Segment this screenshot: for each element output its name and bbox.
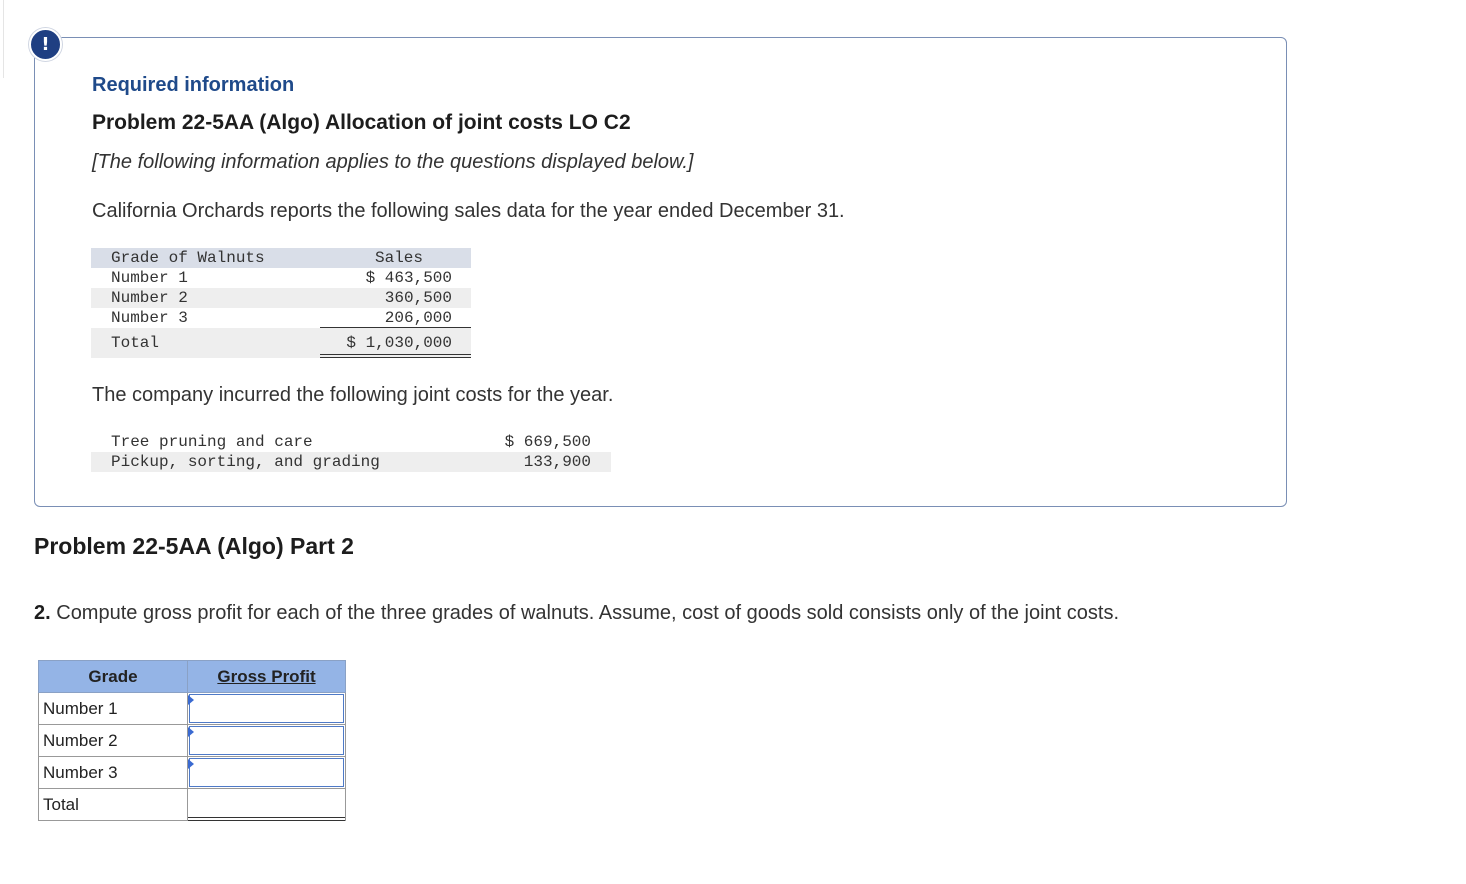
total-label: Total (39, 789, 188, 821)
joint-cost-value: $ 669,500 (504, 433, 591, 451)
gross-profit-cell (188, 725, 346, 757)
gross-profit-column-header[interactable]: Gross Profit (188, 661, 346, 693)
sales-row-value: $ 463,500 (365, 269, 452, 287)
gross-profit-cell (188, 757, 346, 789)
problem-title: Problem 22-5AA (Algo) Allocation of joint costs LO C2 (92, 111, 631, 134)
grade-label: Number 2 (39, 725, 188, 757)
grade-column-header: Grade (39, 661, 188, 693)
gross-profit-input[interactable] (189, 726, 344, 755)
sales-total-label: Total (111, 334, 160, 352)
sales-row-value: 360,500 (384, 289, 452, 307)
grade-label: Number 3 (39, 757, 188, 789)
applies-note: [The following information applies to the questions displayed below.] (92, 151, 694, 173)
total-double-rule (320, 354, 471, 358)
gross-profit-table (38, 660, 346, 821)
joint-cost-label: Tree pruning and care (111, 433, 313, 451)
gross-profit-cell (188, 693, 346, 725)
sales-row-label: Number 1 (111, 269, 188, 287)
part-title: Problem 22-5AA (Algo) Part 2 (34, 533, 354, 559)
sales-row (91, 308, 471, 328)
total-double-rule (188, 817, 345, 821)
input-marker-icon (188, 695, 194, 705)
left-panel-edge (0, 0, 4, 78)
required-info-box (34, 37, 1287, 507)
total-row (39, 789, 346, 821)
answer-table-header (39, 661, 346, 693)
table-row (39, 693, 346, 725)
gross-profit-input[interactable] (189, 758, 344, 787)
sales-header-grade: Grade of Walnuts (111, 249, 265, 267)
grade-label: Number 1 (39, 693, 188, 725)
input-marker-icon (188, 727, 194, 737)
question-text (34, 602, 1119, 625)
joint-costs-intro: The company incurred the following joint costs for the year. (92, 384, 614, 406)
alert-icon: ! (29, 28, 62, 61)
total-gross-profit-cell (188, 789, 346, 821)
question-number: 2. (34, 602, 51, 624)
sales-row (91, 288, 471, 308)
joint-cost-row (91, 452, 611, 472)
joint-cost-row (91, 432, 611, 452)
input-marker-icon (188, 759, 194, 769)
sales-table-header (91, 248, 471, 268)
sales-table (91, 248, 471, 358)
sales-row (91, 268, 471, 288)
sales-total-value: $ 1,030,000 (346, 334, 452, 352)
joint-cost-label: Pickup, sorting, and grading (111, 453, 380, 471)
sales-row-label: Number 3 (111, 309, 188, 327)
required-info-heading: Required information (92, 74, 295, 96)
question-body: Compute gross profit for each of the three grades of walnuts. Assume, cost of goods sold consists only of the joint costs. (50, 602, 1120, 624)
sales-row-value: 206,000 (384, 309, 452, 327)
sales-intro-text: California Orchards reports the following sales data for the year ended December 31. (92, 200, 845, 222)
sales-row-label: Number 2 (111, 289, 188, 307)
table-row (39, 725, 346, 757)
joint-costs-table (91, 432, 611, 472)
table-row (39, 757, 346, 789)
sales-header-sales: Sales (374, 249, 423, 267)
gross-profit-input[interactable] (189, 694, 344, 723)
sales-total-row (91, 328, 471, 358)
joint-cost-value: 133,900 (523, 453, 591, 471)
